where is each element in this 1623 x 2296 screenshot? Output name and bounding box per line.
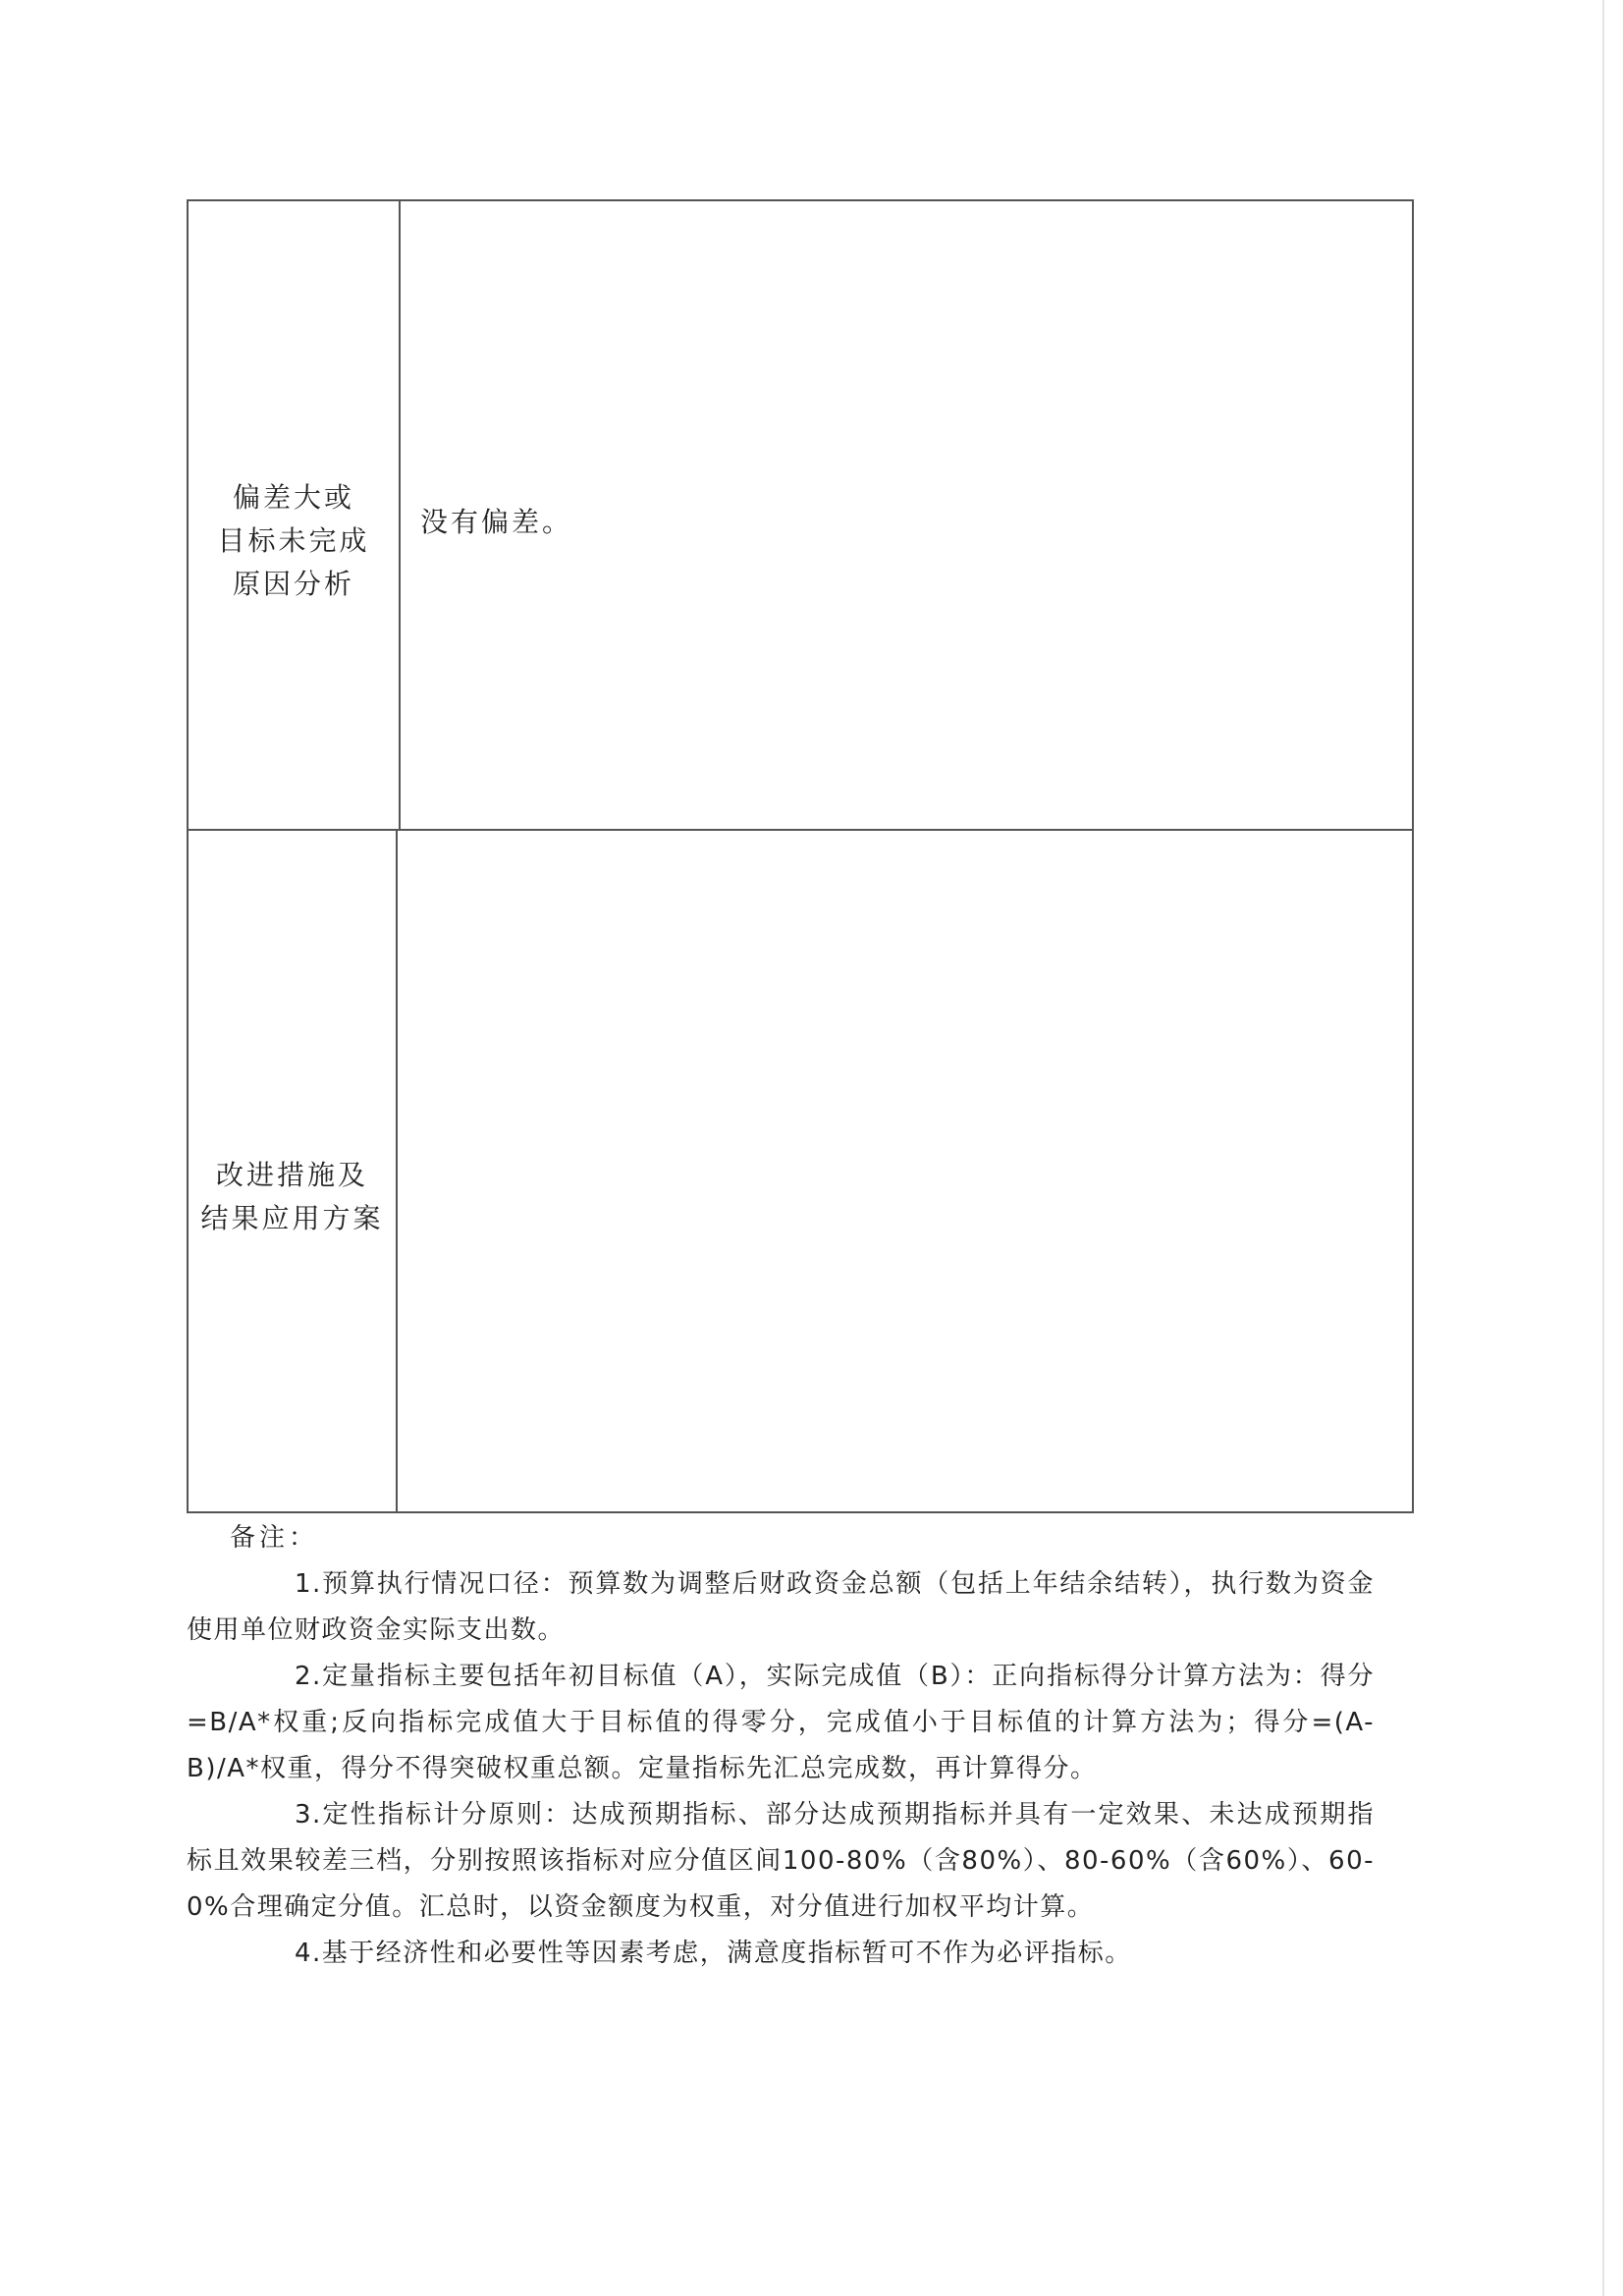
table-row-deviation-analysis bbox=[189, 201, 1412, 831]
row-label-cell bbox=[189, 831, 398, 1511]
evaluation-table bbox=[187, 199, 1414, 1513]
note-item-4: 4.基于经济性和必要性等因素考虑，满意度指标暂可不作为必评指标。 bbox=[295, 1939, 1132, 1968]
note-item-1: 1.预算执行情况口径：预算数为调整后财政资金总额（包括上年结余结转），执行数为资金使用单位财政资金实际支出数。 bbox=[187, 1569, 1375, 1645]
table-row-improvement-measures bbox=[189, 831, 1412, 1511]
notes-section bbox=[187, 1515, 1375, 1977]
row-label-deviation-analysis: 偏差大或 目标未完成 原因分析 bbox=[217, 480, 370, 600]
row-value-cell bbox=[401, 831, 1412, 1511]
row-label-cell bbox=[189, 201, 401, 829]
row-value-cell bbox=[401, 201, 1412, 829]
note-item-2: 2.定量指标主要包括年初目标值（A），实际完成值（B）：正向指标得分计算方法为：得分=B/A*权重;反向指标完成值大于目标值的得零分，完成值小于目标值的计算方法为；得分=(A-B)/A*权重，得分不得突破权重总额。定量指标先汇总完成数，再计算得分。 bbox=[187, 1662, 1375, 1783]
notes-title: 备注： bbox=[230, 1523, 319, 1553]
page-edge-line bbox=[1602, 0, 1604, 2296]
note-item-3: 3.定性指标计分原则：达成预期指标、部分达成预期指标并具有一定效果、未达成预期指标且效果较差三档，分别按照该指标对应分值区间100-80%（含80%）、80-60%（含60%）、60-0%合理确定分值。汇总时，以资金额度为权重，对分值进行加权平均计算。 bbox=[187, 1800, 1375, 1922]
deviation-analysis-value: 没有偏差。 bbox=[420, 506, 573, 538]
row-label-improvement-measures: 改进措施及 结果应用方案 bbox=[200, 1158, 384, 1234]
